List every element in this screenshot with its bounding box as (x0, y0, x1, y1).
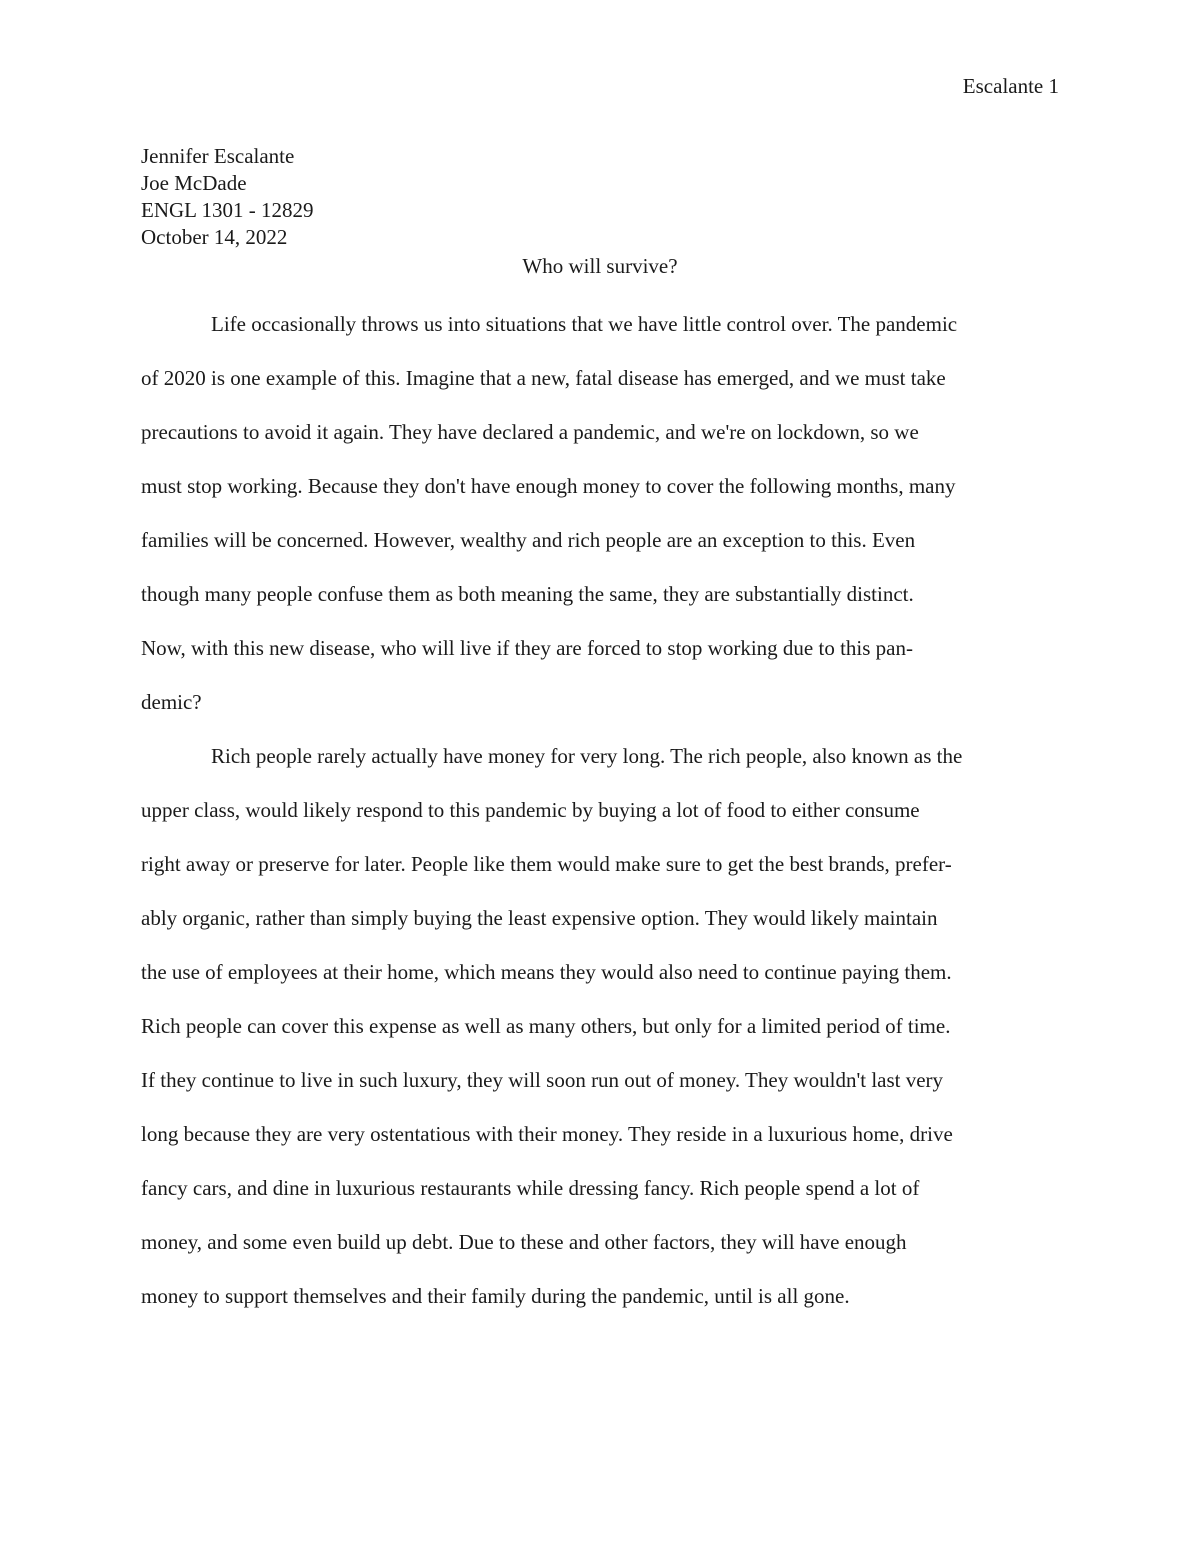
paragraph-line: Rich people can cover this expense as well as many others, but only for a limited period of time. (141, 1014, 951, 1038)
paragraph-line: If they continue to live in such luxury, they will soon run out of money. They wouldn't last very (141, 1068, 944, 1092)
paragraph-line: long because they are very ostentatious with their money. They reside in a luxurious home, drive (141, 1122, 953, 1146)
paragraph-2 (141, 729, 962, 1323)
paragraph-line: ably organic, rather than simply buying the least expensive option. They would likely maintain (141, 906, 938, 930)
course-name: ENGL 1301 - 12829 (141, 198, 314, 222)
mla-heading (141, 143, 313, 251)
paragraph-line: precautions to avoid it again. They have declared a pandemic, and we're on lockdown, so we (141, 420, 919, 444)
paragraph-line: money to support themselves and their family during the pandemic, until is all gone. (141, 1284, 850, 1308)
paragraph-line: Rich people rarely actually have money for very long. The rich people, also known as the (211, 744, 963, 768)
paragraph-line: the use of employees at their home, which means they would also need to continue paying them. (141, 960, 952, 984)
paragraph-line: fancy cars, and dine in luxurious restaurants while dressing fancy. Rich people spend a lot of (141, 1176, 920, 1200)
running-head: Escalante 1 (962, 74, 1059, 98)
paragraph-1 (141, 297, 962, 729)
instructor-name: Joe McDade (141, 171, 247, 195)
essay-title: Who will survive? (522, 254, 678, 278)
paragraph-line: of 2020 is one example of this. Imagine that a new, fatal disease has emerged, and we must take (141, 366, 946, 390)
date: October 14, 2022 (141, 225, 288, 249)
essay-body (141, 297, 962, 1323)
paragraph-line: Now, with this new disease, who will live if they are forced to stop working due to this pan- (141, 636, 913, 660)
paragraph-line: upper class, would likely respond to this pandemic by buying a lot of food to either consume (141, 798, 920, 822)
paragraph-line: must stop working. Because they don't have enough money to cover the following months, many (141, 474, 956, 498)
paragraph-line: though many people confuse them as both meaning the same, they are substantially distinct. (141, 582, 914, 606)
paragraph-line: money, and some even build up debt. Due to these and other factors, they will have enough (141, 1230, 907, 1254)
student-name: Jennifer Escalante (141, 144, 295, 168)
paragraph-line: families will be concerned. However, wealthy and rich people are an exception to this. Even (141, 528, 916, 552)
paragraph-line: right away or preserve for later. People like them would make sure to get the best brands, prefer- (141, 852, 952, 876)
paragraph-line: Life occasionally throws us into situations that we have little control over. The pandemic (211, 312, 958, 336)
paragraph-line: demic? (141, 690, 202, 714)
